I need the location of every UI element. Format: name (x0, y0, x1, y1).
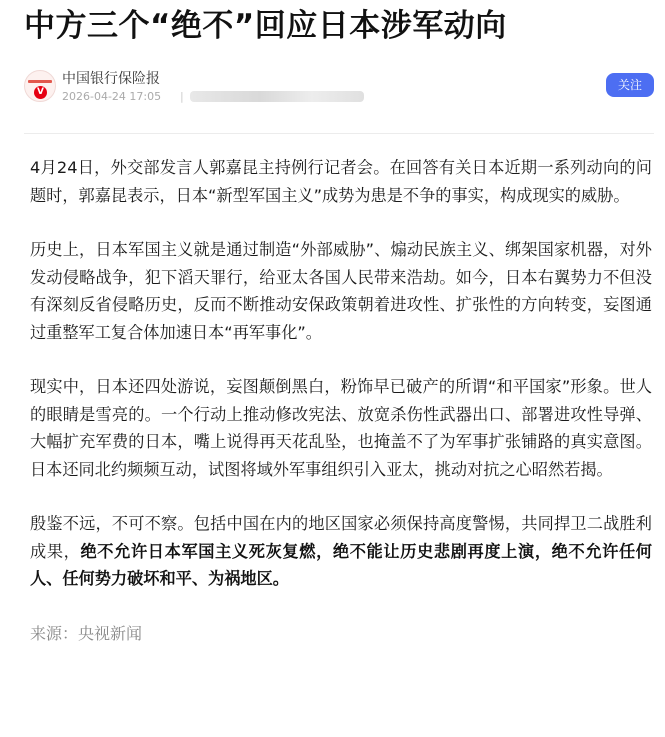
author-name[interactable]: 中国银行保险报 (62, 71, 160, 87)
paragraph-4-bold: 绝不允许日本军国主义死灰复燃，绝不能让历史悲剧再度上演，绝不允许任何人、任何势力破坏和平、为祸地区。 (30, 541, 652, 588)
article-body (30, 154, 652, 674)
paragraph-2: 历史上，日本军国主义就是通过制造“外部威胁”、煽动民族主义、绑架国家机器，对外发动侵略战争，犯下滔天罪行，给亚太各国人民带来浩劫。如今，日本右翼势力不但没有深刻反省侵略历史，反而不断推动安保政策朝着进攻性、扩张性的方向转变，妄图通过重整军工复合体加速日本“再军事化”。 (30, 240, 652, 342)
author-info (24, 68, 654, 116)
paragraph-4 (30, 510, 652, 593)
avatar-strip (28, 80, 52, 83)
follow-button[interactable]: 关注 (606, 73, 654, 97)
paragraph-1: 4月24日，外交部发言人郭嘉昆主持例行记者会。在回答有关日本近期一系列动向的问题时，郭嘉昆表示，日本“新型军国主义”成势为患是不争的事实，构成现实的威胁。 (30, 158, 652, 205)
author-avatar[interactable] (24, 70, 56, 102)
paragraph-3: 现实中，日本还四处游说，妄图颠倒黑白，粉饰早已破产的所谓“和平国家”形象。世人的眼睛是雪亮的。一个行动上推动修改宪法、放宽杀伤性武器出口、部署进攻性导弹、大幅扩充军费的日本，嘴上说得再天花乱坠，也掩盖不了为军事扩张铺路的真实意图。日本还同北约频频互动，试图将域外军事组织引入亚太，挑动对抗之心昭然若揭。 (30, 377, 652, 479)
article-title: 中方三个“绝不”回应日本涉军动向 (24, 8, 507, 44)
verified-badge-icon: V (34, 86, 47, 99)
blurred-meta (190, 91, 364, 102)
paragraph-4-normal: 殷鉴不远，不可不察。包括中国在内的地区国家必须保持高度警惕，共同捍卫二战胜利成果， (30, 514, 652, 561)
article-source: 来源：央视新闻 (30, 623, 143, 643)
publish-time: 2026-04-24 17:05 (62, 90, 162, 103)
header-divider (24, 133, 654, 134)
meta-separator: | (180, 90, 184, 103)
